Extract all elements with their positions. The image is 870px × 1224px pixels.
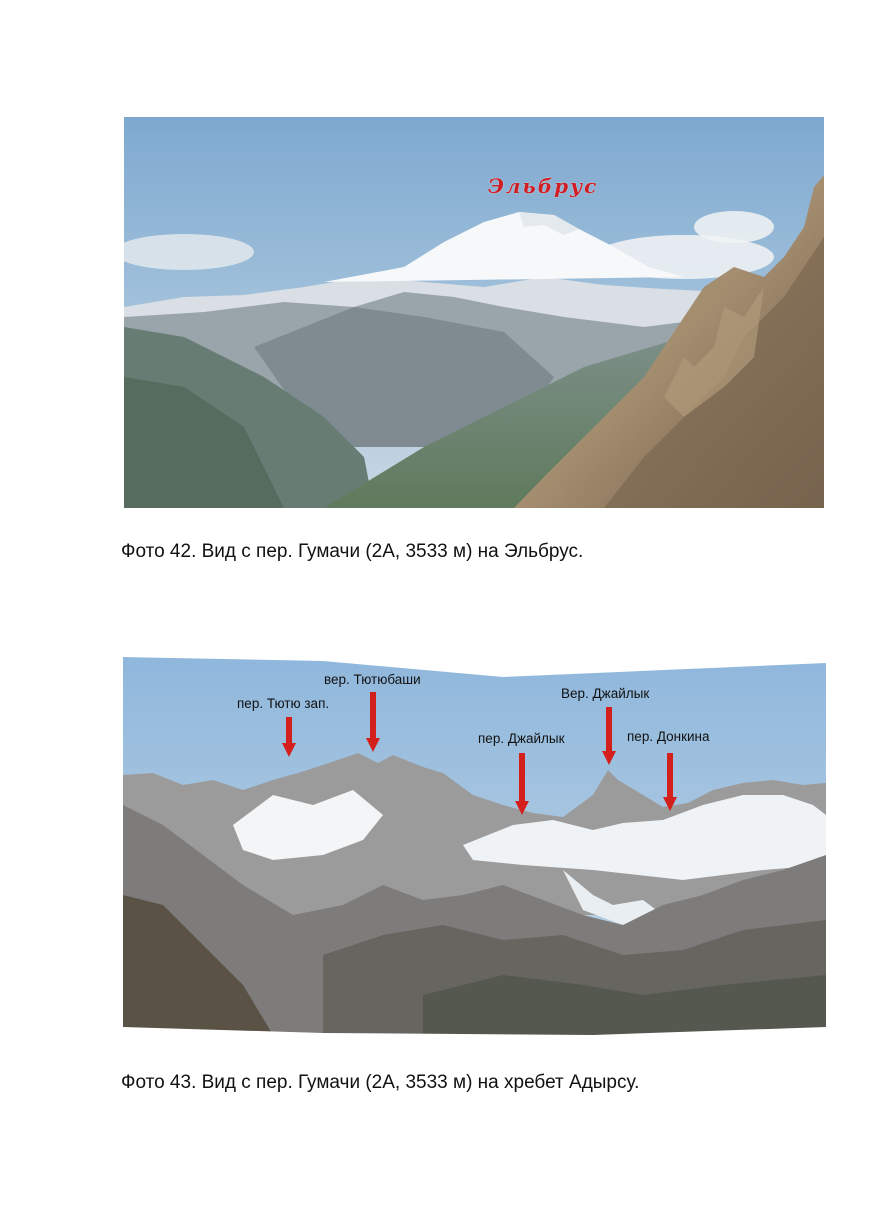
label-dzhaylyk-peak: Вер. Джайлык: [561, 686, 650, 701]
adyrsu-panorama-image: [123, 655, 826, 1035]
label-tyutyu-pass: пер. Тютю зап.: [237, 696, 330, 711]
label-donkina-pass: пер. Донкина: [627, 729, 710, 744]
elbrus-label: Эльбрус: [488, 174, 599, 198]
photo-elbrus: [124, 117, 824, 508]
label-dzhaylyk-pass: пер. Джайлык: [478, 731, 565, 746]
caption-photo-43: Фото 43. Вид с пер. Гумачи (2А, 3533 м) на хребет Адырсу.: [121, 1072, 640, 1093]
label-tyutyubashi-peak: вер. Тютюбаши: [324, 672, 421, 687]
caption-photo-42: Фото 42. Вид с пер. Гумачи (2А, 3533 м) на Эльбрус.: [121, 541, 584, 562]
photo-adyrsu-ridge: [123, 655, 826, 1035]
elbrus-landscape-image: [124, 117, 824, 508]
